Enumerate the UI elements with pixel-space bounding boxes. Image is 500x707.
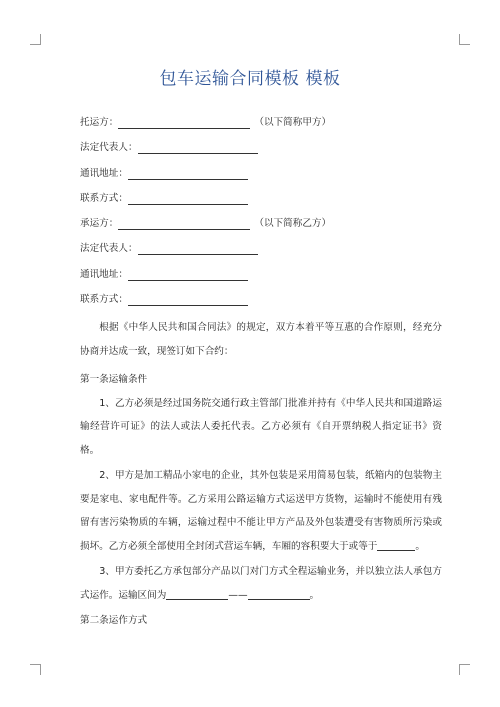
field-label: 法定代表人： [80, 243, 138, 255]
field-shipper-address [80, 167, 440, 192]
fill-blank[interactable] [128, 192, 248, 205]
fill-blank[interactable] [128, 167, 248, 180]
fill-blank[interactable] [128, 293, 248, 306]
field-carrier [80, 217, 440, 242]
field-label: 法定代表人： [80, 142, 138, 154]
field-shipper-representative [80, 141, 440, 166]
field-label: 联系方式： [80, 192, 128, 204]
clause-2 [80, 464, 442, 558]
crop-mark-top-right [459, 34, 470, 45]
clause-3-dash: —— [228, 589, 248, 601]
field-shipper [80, 116, 440, 141]
contract-body [80, 316, 442, 633]
field-label: 通讯地址： [80, 167, 128, 179]
field-note: （以下简称乙方） [254, 218, 332, 230]
intro-paragraph: 根据《中华人民共和国合同法》的规定，双方本着平等互惠的合作原则，经充分协商并达成一致，现签订如下合约： [80, 322, 442, 357]
fill-blank[interactable] [377, 538, 415, 551]
clause-3-end: 。 [309, 589, 320, 601]
field-label: 托运方： [80, 117, 119, 128]
field-carrier-representative [80, 242, 440, 267]
fill-blank[interactable] [118, 116, 250, 129]
field-label: 联系方式： [80, 294, 128, 306]
field-label: 通讯地址： [80, 268, 128, 280]
field-note: （以下简称甲方） [254, 117, 332, 128]
crop-mark-bottom-right [459, 664, 470, 675]
clause-1: 1、乙方必须是经过国务院交通行政主管部门批准并持有《中华人民共和国道路运输经营许可证》的法人或法人委托代表。乙方必须有《自开票纳税人指定证书》资格。 [80, 397, 442, 456]
article-1-heading: 第一条运输条件 [80, 374, 148, 385]
clause-3 [80, 560, 442, 607]
field-label: 承运方： [80, 218, 119, 230]
clause-3-text: 3、甲方委托乙方承包部分产品以门对门方式全程运输业务，并以独立法人承包方式运作。运输区间为 [80, 566, 442, 601]
fill-blank[interactable] [248, 587, 310, 600]
article-2-heading: 第二条运作方式 [80, 615, 148, 626]
clause-2-end: 。 [415, 540, 425, 552]
party-fields [80, 116, 440, 318]
fill-blank[interactable] [138, 242, 258, 255]
fill-blank[interactable] [118, 217, 250, 230]
fill-blank[interactable] [166, 587, 228, 600]
field-carrier-contact [80, 293, 440, 318]
field-carrier-address [80, 268, 440, 293]
document-title: 包车运输合同模板 模板 [159, 69, 341, 89]
fill-blank[interactable] [128, 268, 248, 281]
clause-2-text: 2、甲方是加工精品小家电的企业，其外包装是采用简易包装，纸箱内的包装物主要是家电、家电配件等。乙方采用公路运输方式运送甲方货物，运输时不能使用有残留有害污染物质的车辆，运输过程中不能让甲方产品及外包装遭受有害物质所污染或损坏。乙方必须全部使用全封闭式营运车辆，车厢的容积要大于或等于 [80, 470, 442, 552]
crop-mark-bottom-left [30, 664, 41, 675]
fill-blank[interactable] [138, 141, 258, 154]
field-shipper-contact [80, 192, 440, 217]
crop-mark-top-left [30, 34, 41, 45]
